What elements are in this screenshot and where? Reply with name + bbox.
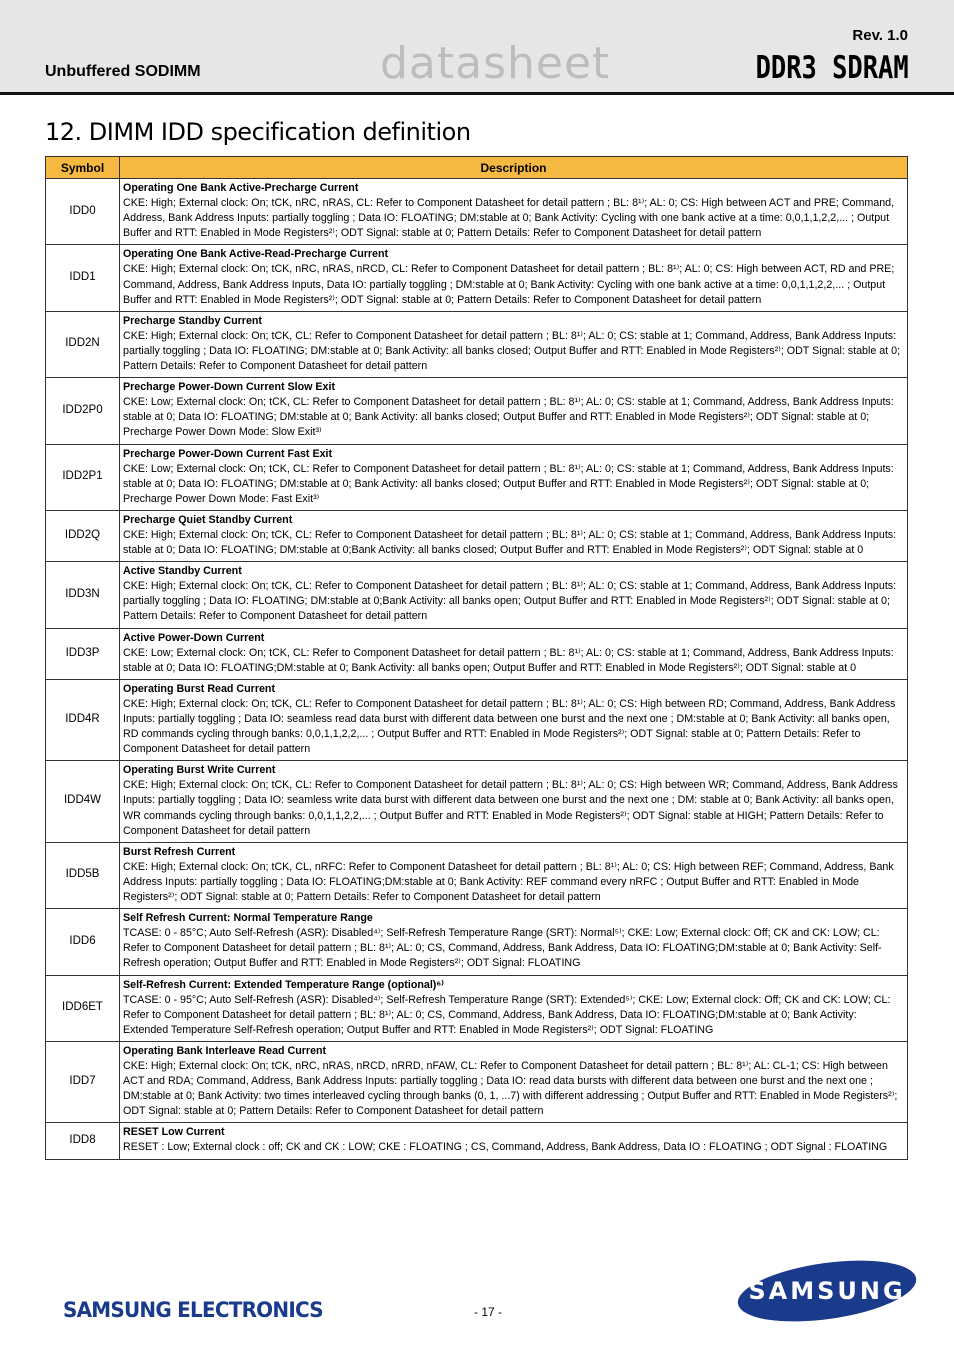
table-row <box>46 179 908 245</box>
row-title: Self-Refresh Current: Extended Temperature Range (optional)⁶⁾ <box>123 978 444 991</box>
row-title: Precharge Power-Down Current Fast Exit <box>123 447 333 460</box>
row-title: Operating Burst Write Current <box>123 764 276 777</box>
row-description <box>120 975 908 1041</box>
samsung-logo <box>736 1260 918 1322</box>
module-type: Unbuffered SODIMM <box>45 63 201 80</box>
row-symbol: IDD0 <box>46 179 120 245</box>
row-symbol: IDD1 <box>46 245 120 311</box>
row-title: Precharge Quiet Standby Current <box>123 513 293 526</box>
logo-text: SAMSUNG <box>748 1277 906 1305</box>
row-symbol: IDD6 <box>46 909 120 975</box>
row-body: TCASE: 0 - 95°C; Auto Self-Refresh (ASR): Disabled⁴⁾; Self-Refresh Temperature Range (SRT): Extended⁵⁾; CKE: Low; External clock: Off; CK and CK: LOW; CL: Refer to Component Datasheet for detail pattern ; BL: 8¹⁾; AL: 0; CS, Command, Address, Bank Address, Data IO: FLOATING;DM:stable at 0; Bank Activity: Extended Temperature Self-Refresh operation; Output Buffer and RTT: Enabled in Mode Registers²⁾; ODT Signal: FLOATING <box>123 993 891 1036</box>
row-description <box>120 909 908 975</box>
product-name: DDR3 SDRAM <box>755 50 909 86</box>
row-body: CKE: High; External clock: On; tCK, CL, nRFC: Refer to Component Datasheet for detail pattern ; BL: 8¹⁾; AL: 0; CS: High between REF; Command, Address, Bank Address Inputs: partially toggling ; Data IO: FLOATING;DM:stable at 0; Bank Activity: REF command every nRFC ; Output Buffer and RTT: Enabled in Mode Registers²⁾; ODT Signal: stable at 0; Pattern Details: Refer to Component Datasheet for detail pattern <box>123 860 894 904</box>
table-row <box>46 628 908 679</box>
row-description <box>120 1041 908 1122</box>
row-symbol: IDD4W <box>46 761 120 842</box>
table-row <box>46 679 908 760</box>
row-description <box>120 562 908 628</box>
header-rule <box>0 92 954 95</box>
section-title: 12. DIMM IDD specification definition <box>45 118 471 146</box>
row-title: Active Power-Down Current <box>123 631 265 644</box>
row-body: CKE: High; External clock: On; tCK, nRC, nRAS, nRCD, nRRD, nFAW, CL: Refer to Component Datasheet for detail pattern ; BL: 8¹⁾; AL: CL-1; CS: High between ACT and RDA; Command, Address, Bank Address Inputs: partially toggling ; Data IO: read data bursts with different data between one burst and the next one ; DM:stable at 0; Bank Activity: two times interleaved cycling through banks (0, 1, ...7) with different addressing ; Output Buffer and RTT: Enabled in Mode Registers²⁾; ODT Signal: stable at 0; Pattern Details: Refer to Component Datasheet for detail pattern <box>123 1059 898 1118</box>
description-column-header: Description <box>120 157 908 179</box>
table-row <box>46 1041 908 1122</box>
row-body: RESET : Low; External clock : off; CK and CK : LOW; CKE : FLOATING ; CS, Command, Address, Bank Address, Data IO : FLOATING ; ODT Signal : FLOATING <box>123 1141 888 1154</box>
row-body: CKE: High; External clock: On; tCK, CL: Refer to Component Datasheet for detail pattern ; BL: 8¹⁾; AL: 0; CS: stable at 1; Command, Address, Bank Address Inputs: partially toggling ; Data IO: FLOATING; DM:stable at 0; Bank Activity: all banks closed; Output Buffer and RTT: Enabled in Mode Registers²⁾; ODT Signal: stable at 0; Pattern Details: Refer to Component Datasheet for detail pattern <box>123 329 901 373</box>
table-row <box>46 562 908 628</box>
row-symbol: IDD6ET <box>46 975 120 1041</box>
row-title: Operating Bank Interleave Read Current <box>123 1044 327 1057</box>
row-description <box>120 842 908 908</box>
table-header-row <box>46 157 908 179</box>
row-title: Precharge Standby Current <box>123 314 262 327</box>
table-row <box>46 909 908 975</box>
row-body: CKE: Low; External clock: On; tCK, CL: Refer to Component Datasheet for detail pattern ; BL: 8¹⁾; AL: 0; CS: stable at 1; Command, Address, Bank Address Inputs: stable at 0; Data IO: FLOATING; DM:stable at 0; Bank Activity: all banks closed; Output Buffer and RTT: Enabled in Mode Registers²⁾; ODT Signal: stable at 0; Precharge Power Down Mode: Fast Exit³⁾ <box>123 462 894 505</box>
table-row <box>46 378 908 444</box>
row-title: Precharge Power-Down Current Slow Exit <box>123 381 336 394</box>
row-body: CKE: High; External clock: On; tCK, nRC, nRAS, CL: Refer to Component Datasheet for detail pattern ; BL: 8¹⁾; AL: 0; CS: High between ACT and PRE; Command, Address, Bank Address Inputs: partially toggling ; Data IO: FLOATING; DM:stable at 0; Bank Activity: Cycling with one bank active at a time: 0,0,1,1,2,2,... ; Output Buffer and RTT: Enabled in Mode Registers²⁾; ODT Signal: stable at 0; Pattern Details: Refer to Component Datasheet for detail pattern <box>123 197 895 240</box>
row-symbol: IDD2P1 <box>46 444 120 510</box>
table-row <box>46 842 908 908</box>
row-title: Self Refresh Current: Normal Temperature Range <box>123 912 373 925</box>
table-row <box>46 311 908 377</box>
row-description <box>120 510 908 561</box>
revision: Rev. 1.0 <box>852 27 908 44</box>
watermark: datasheet <box>380 38 611 89</box>
row-symbol: IDD2P0 <box>46 378 120 444</box>
row-symbol: IDD7 <box>46 1041 120 1122</box>
row-description <box>120 179 908 245</box>
row-title: Burst Refresh Current <box>123 845 236 858</box>
row-title: RESET Low Current <box>123 1126 225 1139</box>
row-body: CKE: High; External clock: On; tCK, CL: Refer to Component Datasheet for detail pattern ; BL: 8¹⁾; AL: 0; CS: High between RD; Command, Address, Bank Address Inputs: partially toggling ; Data IO: seamless read data burst with different data between one burst and the next one ; DM:stable at 0; Bank Activity: all banks open, RD commands cycling through banks: 0,0,1,1,2,2,... ; Output Buffer and RTT: Enabled in Mode Registers²⁾; ODT Signal: stable at 0; Pattern Details: Refer to Component Datasheet for detail pattern <box>123 697 896 756</box>
table-row <box>46 245 908 311</box>
row-description <box>120 444 908 510</box>
row-body: CKE: High; External clock: On; tCK, CL: Refer to Component Datasheet for detail pattern ; BL: 8¹⁾; AL: 0; CS: stable at 1; Command, Address, Bank Address Inputs: partially toggling ; Data IO: FLOATING; DM:stable at 0;Bank Activity: all banks open; Output Buffer and RTT: Enabled in Mode Registers²⁾; ODT Signal: stable at 0; Pattern Details: Refer to Component Datasheet for detail pattern <box>123 580 897 623</box>
row-description <box>120 311 908 377</box>
row-body: CKE: Low; External clock: On; tCK, CL: Refer to Component Datasheet for detail pattern ; BL: 8¹⁾; AL: 0; CS: stable at 1; Command, Address, Bank Address Inputs: stable at 0; Data IO: FLOATING;DM:stable at 0; Bank Activity: all banks open; Output Buffer and RTT: Enabled in Mode Registers²⁾; ODT Signal: stable at 0 <box>123 646 894 674</box>
row-symbol: IDD2N <box>46 311 120 377</box>
row-symbol: IDD8 <box>46 1123 120 1159</box>
row-body: CKE: Low; External clock: On; tCK, CL: Refer to Component Datasheet for detail pattern ; BL: 8¹⁾; AL: 0; CS: stable at 1; Command, Address, Bank Address Inputs: stable at 0; Data IO: FLOATING; DM:stable at 0; Bank Activity: all banks closed; Output Buffer and RTT: Enabled in Mode Registers²⁾; ODT Signal: stable at 0; Precharge Power Down Mode: Slow Exit³⁾ <box>123 396 894 439</box>
row-description <box>120 1123 908 1159</box>
row-body: CKE: High; External clock: On; tCK, nRC, nRAS, nRCD, CL: Refer to Component Datasheet for detail pattern ; BL: 8¹⁾; AL: 0; CS: High between ACT, RD and PRE; Command, Address, Bank Address Inputs, Data IO: partially toggling ; DM:stable at 0; Bank Activity: Cycling with one bank active at a time: 0,0,1,1,2,2,... ; Output Buffer and RTT: Enabled in Mode Registers²⁾; ODT Signal: stable at 0; Pattern Details: Refer to Component Datasheet for detail pattern <box>123 263 895 306</box>
company-name: SAMSUNG ELECTRONICS <box>63 1298 323 1322</box>
row-symbol: IDD2Q <box>46 510 120 561</box>
row-description <box>120 628 908 679</box>
table-row <box>46 761 908 842</box>
row-symbol: IDD3P <box>46 628 120 679</box>
row-symbol: IDD5B <box>46 842 120 908</box>
row-title: Active Standby Current <box>123 565 242 578</box>
row-title: Operating One Bank Active-Read-Precharge Current <box>123 248 389 261</box>
row-symbol: IDD3N <box>46 562 120 628</box>
table-row <box>46 510 908 561</box>
idd-spec-table <box>45 156 908 1160</box>
row-body: TCASE: 0 - 85°C; Auto Self-Refresh (ASR): Disabled⁴⁾; Self-Refresh Temperature Range (SRT): Normal⁵⁾; CKE: Low; External clock: Off; CK and CK: LOW; CL: Refer to Component Datasheet for detail pattern ; BL: 8¹⁾; AL: 0; CS, Command, Address, Bank Address, Data IO: FLOATING;DM:stable at 0; Bank Activity: Self-Refresh operation; Output Buffer and RTT: Enabled in Mode Registers²⁾; ODT Signal: FLOATING <box>123 927 882 970</box>
table-row <box>46 975 908 1041</box>
row-symbol: IDD4R <box>46 679 120 760</box>
row-description <box>120 378 908 444</box>
symbol-column-header: Symbol <box>46 157 120 179</box>
table-row <box>46 444 908 510</box>
row-body: CKE: High; External clock: On; tCK, CL: Refer to Component Datasheet for detail pattern ; BL: 8¹⁾; AL: 0; CS: stable at 1; Command, Address, Bank Address Inputs: stable at 0; Data IO: FLOATING; DM:stable at 0;Bank Activity: all banks closed; Output Buffer and RTT: Enabled in Mode Registers²⁾; ODT Signal: stable at 0 <box>123 528 897 557</box>
row-description <box>120 245 908 311</box>
row-body: CKE: High; External clock: On; tCK, CL: Refer to Component Datasheet for detail pattern ; BL: 8¹⁾; AL: 0; CS: High between WR; Command, Address, Bank Address Inputs: partially toggling ; Data IO: seamless write data burst with different data between one burst and the next one ; DM: stable at 0; Bank Activity: all banks open, WR commands cycling through banks: 0,0,1,1,2,2,... ; Output Buffer and RTT: Enabled in Mode Registers²⁾; ODT Signal: stable at HIGH; Pattern Details: Refer to Component Datasheet for detail pattern <box>123 779 898 837</box>
row-description <box>120 761 908 842</box>
row-title: Operating Burst Read Current <box>123 682 276 695</box>
page-number: - 17 - <box>474 1305 503 1319</box>
table-row <box>46 1123 908 1159</box>
row-title: Operating One Bank Active-Precharge Current <box>123 182 359 194</box>
row-description <box>120 679 908 760</box>
